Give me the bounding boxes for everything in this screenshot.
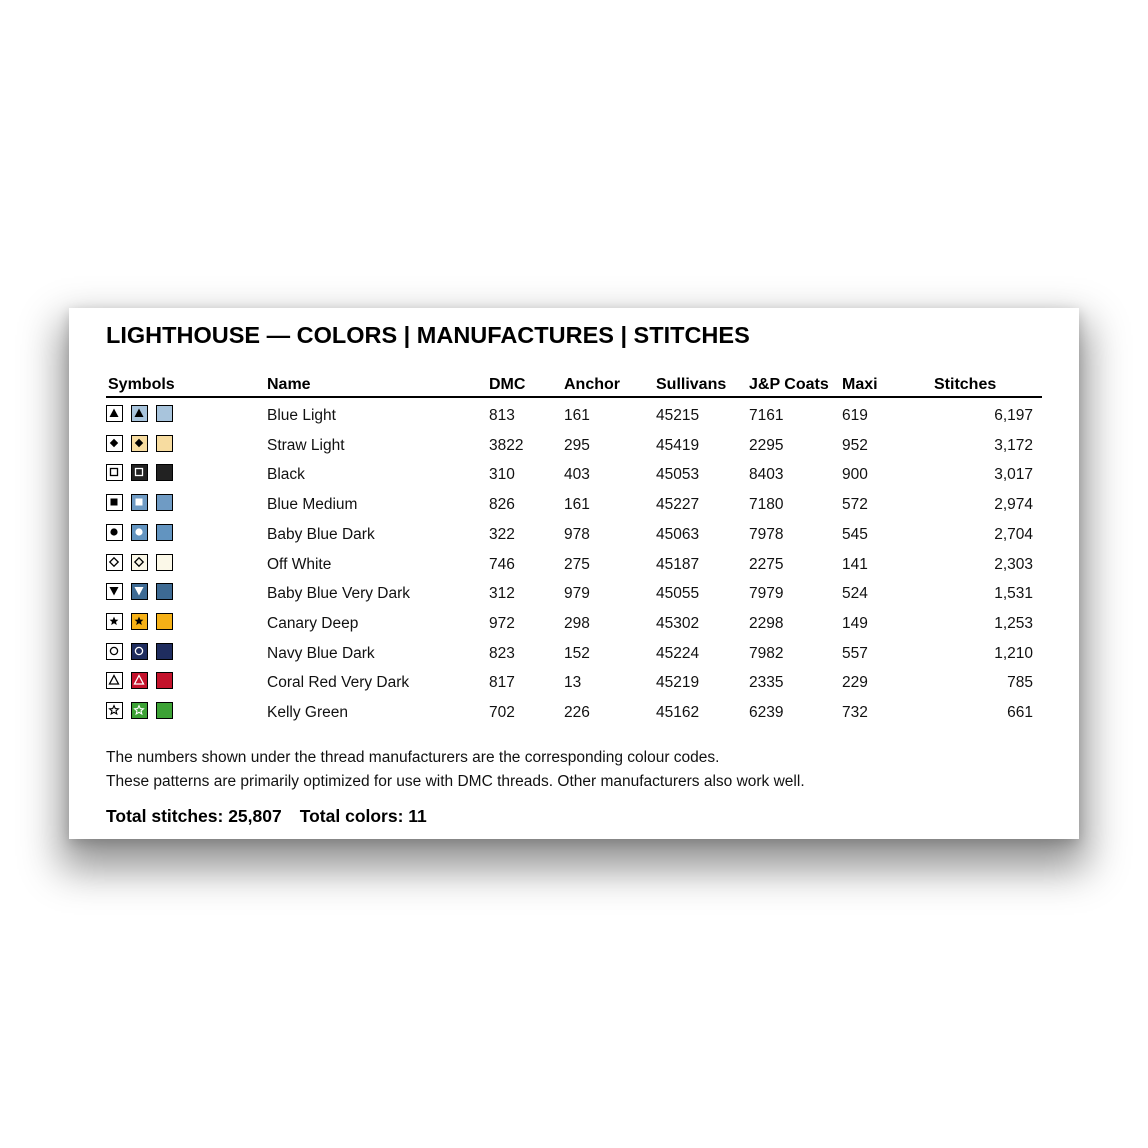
cell-anchor: 403 [564,466,590,484]
totals [106,806,427,827]
cell-dmc: 702 [489,704,515,721]
cell-maxi: 557 [842,644,868,662]
cell-maxi: 524 [842,585,868,603]
symbol-colored-circle-open-icon [131,643,148,660]
symbol-colored-triangle-open-icon [131,672,148,689]
cell-name: Baby Blue Dark [267,525,375,543]
symbol-plain-diamond-filled-icon [106,435,123,452]
cell-jp-coats: 7180 [749,496,784,514]
cell-dmc: 817 [489,674,515,692]
symbol-plain-diamond-open-icon [106,554,123,571]
cell-dmc: 826 [489,496,515,514]
table-row [106,580,1042,610]
color-swatch-diamond-filled [156,435,173,452]
symbol-plain-circle-filled-icon [106,524,123,541]
symbol-plain-triangle-down-filled-icon [106,583,123,600]
cell-sullivans: 45162 [656,704,700,721]
note-line: These patterns are primarily optimized for use with DMC threads. Other manufacturers also work well. [106,773,805,790]
header-name: Name [267,376,311,393]
cell-stitches: 2,303 [994,555,1033,573]
cell-dmc: 312 [489,585,515,603]
symbol-plain-square-filled-icon [106,494,123,511]
cell-dmc: 322 [489,525,515,543]
symbol-colored-square-open-icon [131,464,148,481]
cell-name: Blue Medium [267,496,358,514]
table-header [106,376,1042,398]
cell-jp-coats: 8403 [749,466,784,484]
table-row [106,402,1042,432]
cell-dmc: 972 [489,614,515,632]
notes [106,746,805,794]
cell-name: Off White [267,555,332,573]
cell-maxi: 619 [842,407,868,424]
cell-dmc: 823 [489,644,515,662]
color-swatch-triangle-down-filled [156,583,173,600]
header-maxi: Maxi [842,376,878,393]
header-symbols: Symbols [108,376,175,393]
symbol-colored-diamond-filled-icon [131,435,148,452]
table-row [106,640,1042,670]
symbol-colored-triangle-down-filled-icon [131,583,148,600]
color-swatch-diamond-open [156,554,173,571]
cell-stitches: 3,172 [994,436,1033,454]
note-line: The numbers shown under the thread manufacturers are the corresponding colour codes. [106,749,720,766]
cell-stitches: 3,017 [994,466,1033,484]
cell-name: Kelly Green [267,704,348,721]
cell-name: Coral Red Very Dark [267,674,410,692]
cell-jp-coats: 2295 [749,436,784,454]
symbol-plain-star-filled-icon [106,613,123,630]
cell-jp-coats: 7982 [749,644,784,662]
symbol-colored-circle-filled-icon [131,524,148,541]
symbol-colored-star-filled-icon [131,613,148,630]
cell-sullivans: 45224 [656,644,700,662]
cell-stitches: 1,210 [994,644,1033,662]
cell-jp-coats: 7161 [749,407,784,424]
cell-maxi: 900 [842,466,868,484]
color-swatch-star-open [156,702,173,719]
cell-sullivans: 45053 [656,466,700,484]
symbol-plain-triangle-filled-icon [106,405,123,422]
color-swatch-triangle-filled [156,405,173,422]
symbol-colored-diamond-open-icon [131,554,148,571]
header-stitches: Stitches [934,376,997,393]
table-row [106,669,1042,699]
cell-sullivans: 45219 [656,674,700,692]
cell-maxi: 149 [842,614,868,632]
cell-anchor: 275 [564,555,590,573]
cell-sullivans: 45063 [656,525,700,543]
color-swatch-square-open [156,464,173,481]
cell-stitches: 1,531 [994,585,1033,603]
cell-name: Black [267,466,305,484]
table-row [106,521,1042,551]
color-swatch-square-filled [156,494,173,511]
cell-name: Straw Light [267,436,345,454]
cell-jp-coats: 2275 [749,555,784,573]
cell-jp-coats: 2298 [749,614,784,632]
cell-anchor: 13 [564,674,582,692]
cell-anchor: 152 [564,644,590,662]
cell-anchor: 295 [564,436,590,454]
cell-maxi: 141 [842,555,868,573]
table-row [106,610,1042,640]
cell-stitches: 1,253 [994,614,1033,632]
symbol-plain-circle-open-icon [106,643,123,660]
cell-dmc: 3822 [489,436,524,454]
cell-anchor: 226 [564,704,590,721]
cell-stitches: 785 [1007,674,1033,692]
cell-anchor: 161 [564,407,590,424]
cell-stitches: 6,197 [994,407,1033,424]
table-row [106,461,1042,491]
cell-maxi: 229 [842,674,868,692]
cell-jp-coats: 7978 [749,525,784,543]
symbol-colored-star-open-icon [131,702,148,719]
cell-stitches: 2,974 [994,496,1033,514]
table-row [106,551,1042,581]
symbol-colored-square-filled-icon [131,494,148,511]
cell-name: Navy Blue Dark [267,644,375,662]
cell-name: Baby Blue Very Dark [267,585,411,603]
cell-stitches: 661 [1007,704,1033,721]
cell-maxi: 732 [842,704,868,721]
cell-anchor: 161 [564,496,590,514]
symbol-plain-triangle-open-icon [106,672,123,689]
cell-dmc: 310 [489,466,515,484]
cell-maxi: 952 [842,436,868,454]
cell-sullivans: 45419 [656,436,700,454]
page-title: LIGHTHOUSE — COLORS | MANUFACTURES | STITCHES [106,322,750,348]
symbol-plain-star-open-icon [106,702,123,719]
total-stitches: Total stitches: 25,807 [106,806,282,826]
cell-name: Canary Deep [267,614,359,632]
cell-jp-coats: 2335 [749,674,784,692]
total-colors: Total colors: 11 [299,806,427,826]
color-swatch-triangle-open [156,672,173,689]
cell-anchor: 979 [564,585,590,603]
cell-stitches: 2,704 [994,525,1033,543]
cell-anchor: 298 [564,614,590,632]
color-swatch-circle-open [156,643,173,660]
table-row [106,699,1042,729]
symbol-plain-square-open-icon [106,464,123,481]
cell-maxi: 572 [842,496,868,514]
cell-name: Blue Light [267,407,336,424]
color-chart-card [69,308,1079,839]
header-dmc: DMC [489,376,526,393]
color-swatch-star-filled [156,613,173,630]
cell-sullivans: 45302 [656,614,700,632]
header-anchor: Anchor [564,376,620,393]
header-jp-coats: J&P Coats [749,376,829,393]
cell-maxi: 545 [842,525,868,543]
cell-jp-coats: 6239 [749,704,784,721]
cell-sullivans: 45227 [656,496,700,514]
table-row [106,432,1042,462]
cell-jp-coats: 7979 [749,585,784,603]
color-swatch-circle-filled [156,524,173,541]
table-row [106,491,1042,521]
cell-dmc: 746 [489,555,515,573]
cell-anchor: 978 [564,525,590,543]
cell-sullivans: 45187 [656,555,700,573]
cell-sullivans: 45215 [656,407,700,424]
symbol-colored-triangle-filled-icon [131,405,148,422]
header-sullivans: Sullivans [656,376,727,393]
cell-sullivans: 45055 [656,585,700,603]
cell-dmc: 813 [489,407,515,424]
